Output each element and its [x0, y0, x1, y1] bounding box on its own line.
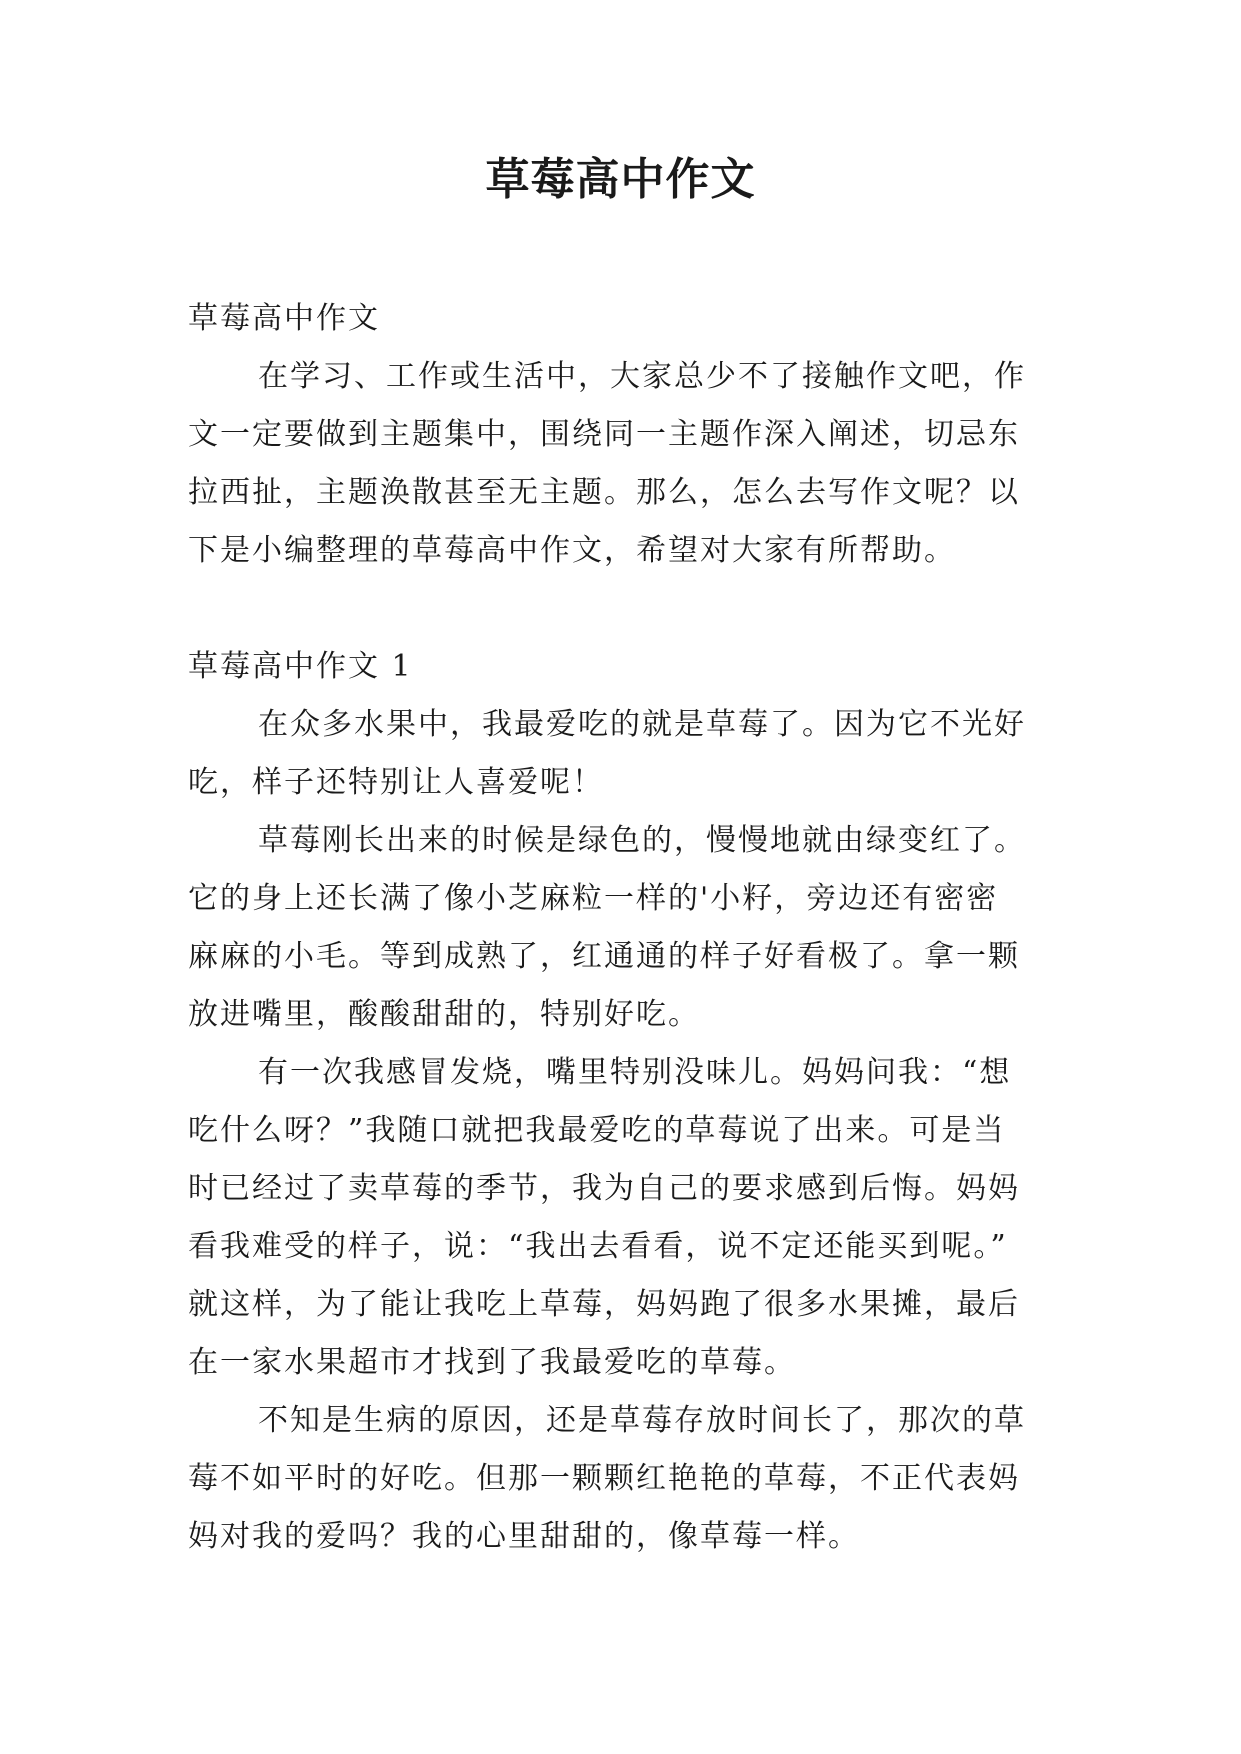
essay-heading: 草莓高中作文 1 — [188, 649, 413, 684]
paragraph-line: 妈对我的爱吗？我的心里甜甜的，像草莓一样。 — [188, 1519, 860, 1554]
intro-line: 下是小编整理的草莓高中作文，希望对大家有所帮助。 — [188, 533, 956, 568]
paragraph-line: 吃，样子还特别让人喜爱呢！ — [188, 765, 604, 800]
intro-heading: 草莓高中作文 — [188, 301, 380, 336]
paragraph-line: 有一次我感冒发烧，嘴里特别没味儿。妈妈问我：“想 — [258, 1055, 1012, 1090]
paragraph-line: 在一家水果超市才找到了我最爱吃的草莓。 — [188, 1345, 796, 1380]
document-body — [188, 290, 1060, 1566]
paragraph-line: 草莓刚长出来的时候是绿色的，慢慢地就由绿变红了。 — [258, 823, 1026, 858]
paragraph-line: 不知是生病的原因，还是草莓存放时间长了，那次的草 — [258, 1403, 1026, 1438]
intro-line: 文一定要做到主题集中，围绕同一主题作深入阐述，切忌东 — [188, 417, 1020, 452]
intro-line: 在学习、工作或生活中，大家总少不了接触作文吧，作 — [258, 359, 1026, 394]
paragraph-line: 就这样，为了能让我吃上草莓，妈妈跑了很多水果摊，最后 — [188, 1287, 1020, 1322]
intro-line: 拉西扯，主题涣散甚至无主题。那么，怎么去写作文呢？以 — [188, 475, 1020, 510]
paragraph-line: 吃什么呀？”我随口就把我最爱吃的草莓说了出来。可是当 — [188, 1113, 1006, 1148]
paragraph-line: 莓不如平时的好吃。但那一颗颗红艳艳的草莓，不正代表妈 — [188, 1461, 1020, 1496]
paragraph-line: 它的身上还长满了像小芝麻粒一样的'小籽，旁边还有密密 — [188, 881, 999, 916]
paragraph-line: 在众多水果中，我最爱吃的就是草莓了。因为它不光好 — [258, 707, 1026, 742]
paragraph-line: 放进嘴里，酸酸甜甜的，特别好吃。 — [188, 997, 700, 1032]
paragraph-line: 麻麻的小毛。等到成熟了，红通通的样子好看极了。拿一颗 — [188, 939, 1020, 974]
paragraph-line: 时已经过了卖草莓的季节，我为自己的要求感到后悔。妈妈 — [188, 1171, 1020, 1206]
document-title: 草莓高中作文 — [485, 154, 756, 205]
section-spacer — [188, 580, 1060, 638]
paragraph-line: 看我难受的样子，说：“我出去看看，说不定还能买到呢。” — [188, 1229, 1008, 1264]
